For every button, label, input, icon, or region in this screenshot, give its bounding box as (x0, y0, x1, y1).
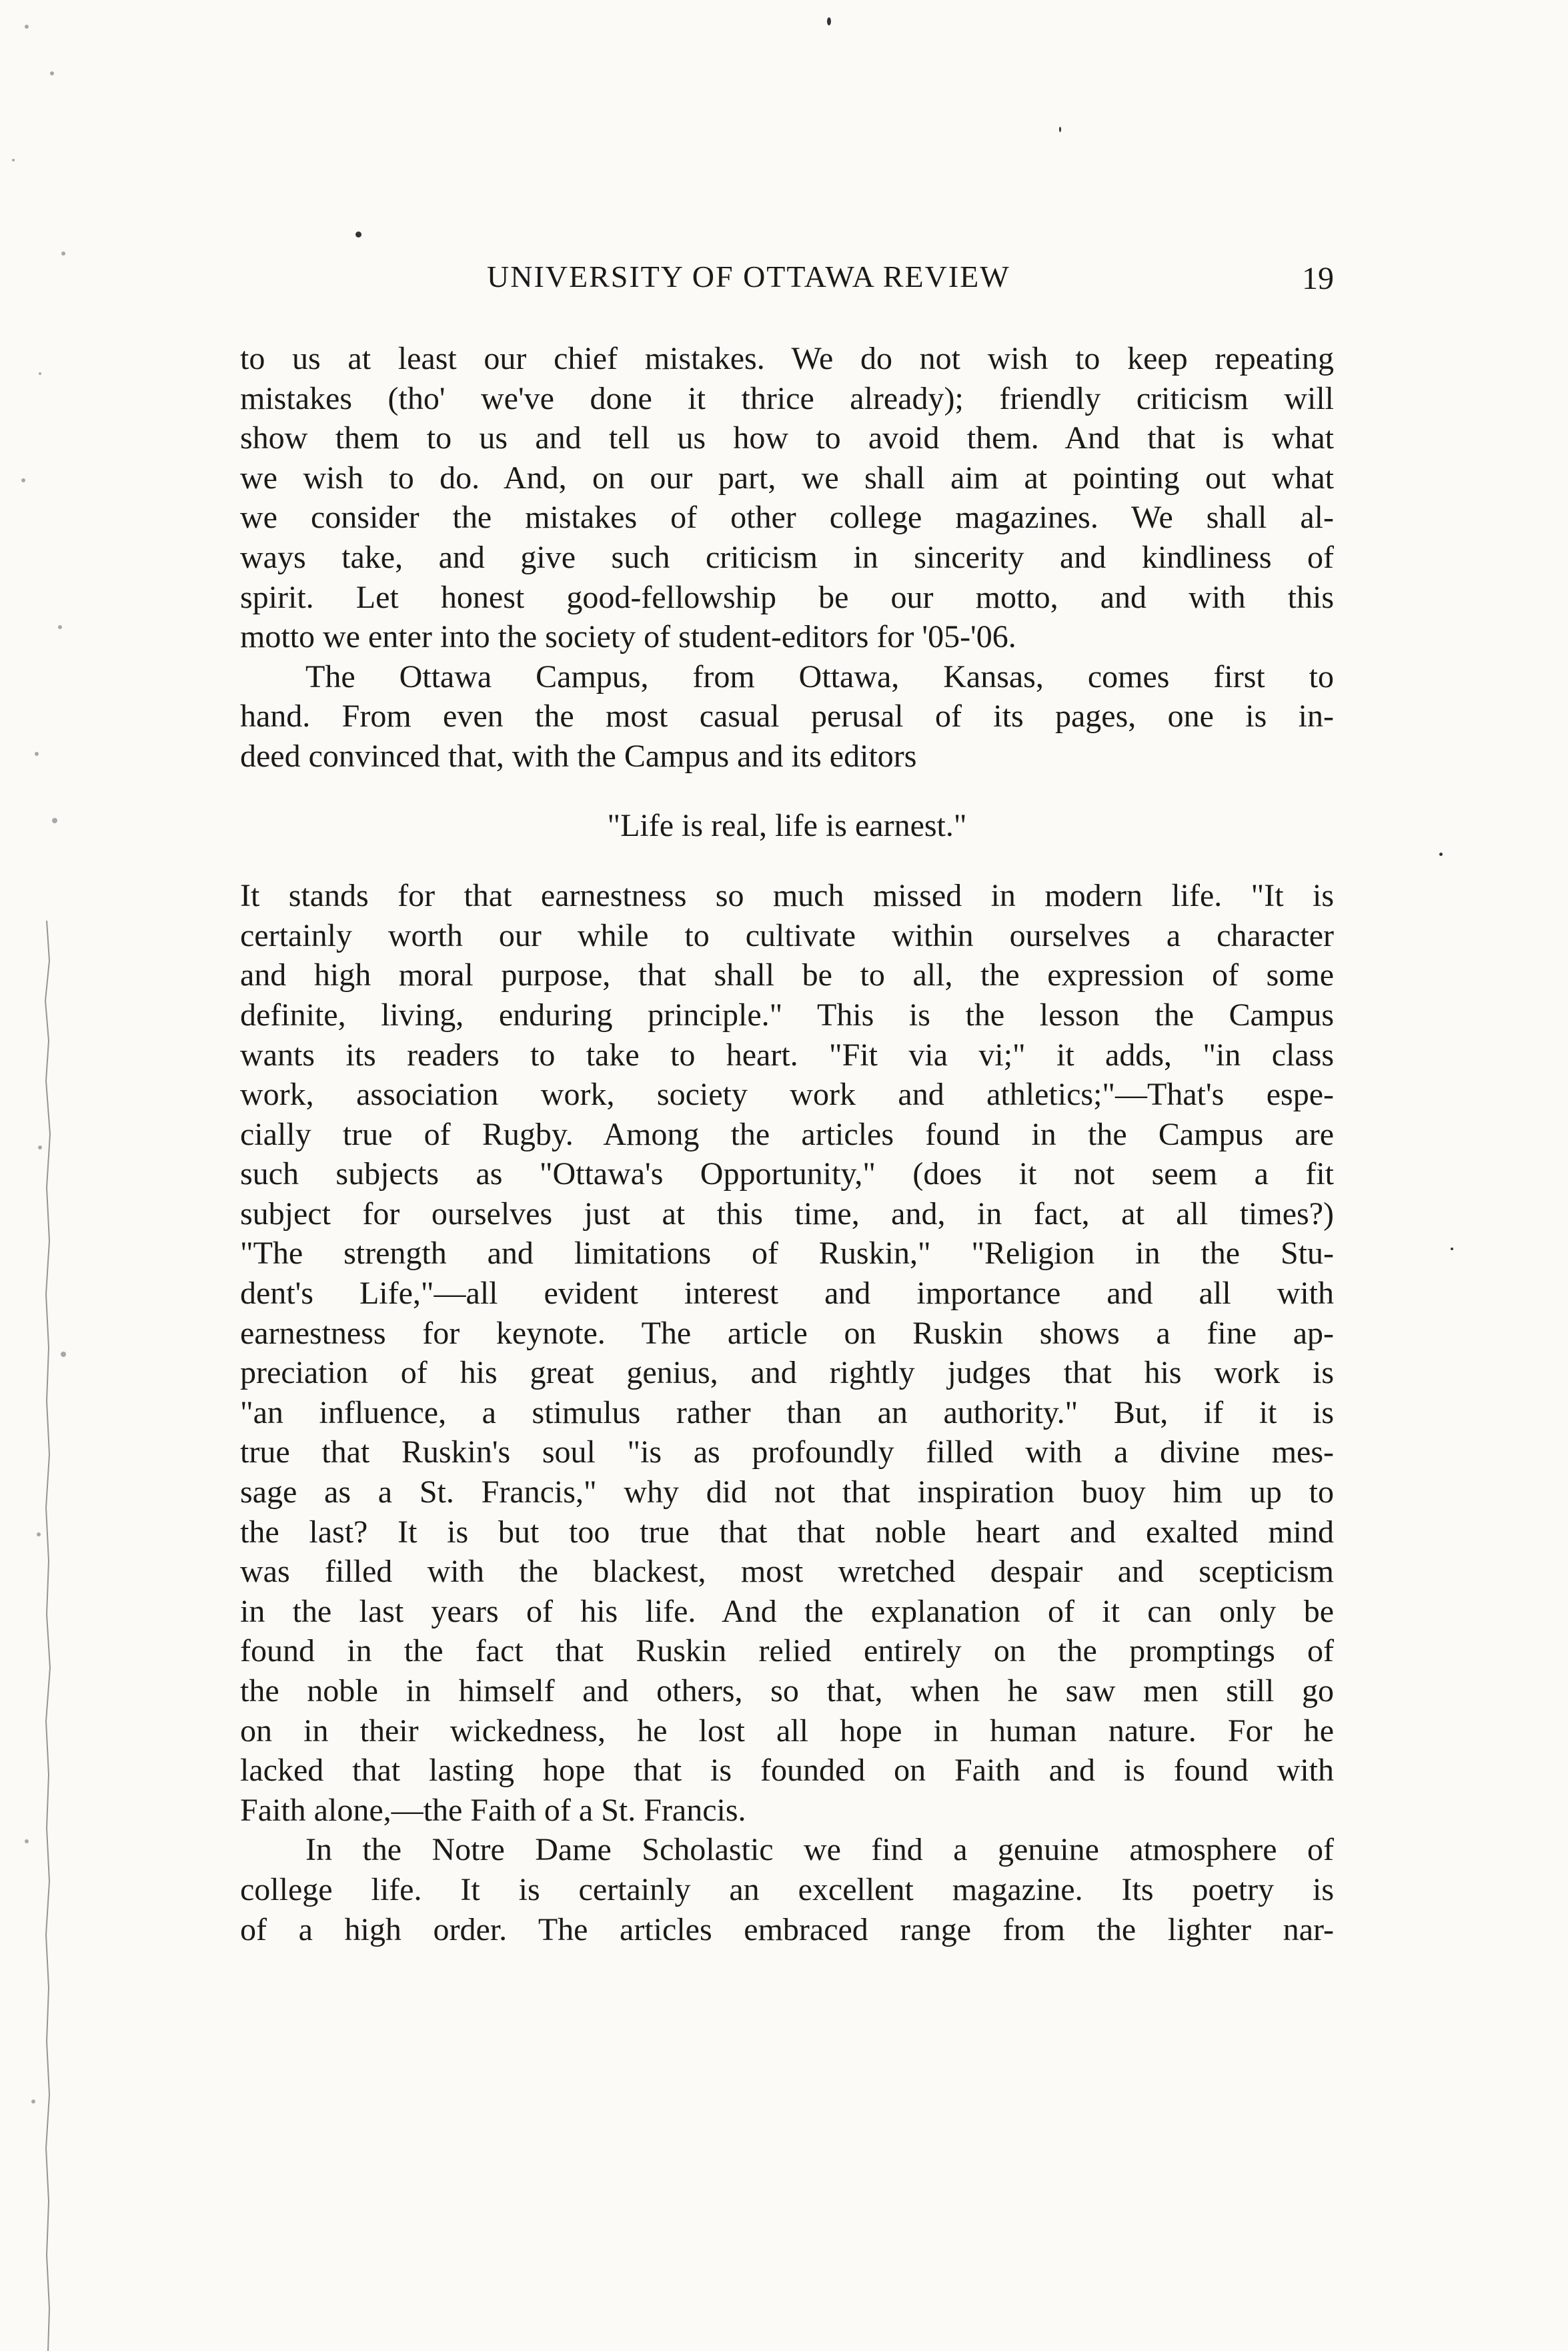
quotation: "Life is real, life is earnest." (607, 807, 967, 843)
text-line: in the last years of his life. And the explanation of it can only be (240, 1593, 1334, 1629)
text-line: true that Ruskin's soul "is as profoundly filled with a divine mes- (240, 1434, 1334, 1470)
speck (355, 231, 361, 238)
text-line: definite, living, enduring principle." This is the lesson the Campus (240, 997, 1334, 1033)
speck (1059, 127, 1061, 132)
text-line: deed convinced that, with the Campus and its editors (240, 738, 917, 774)
text-line: certainly worth our while to cultivate within ourselves a character (240, 917, 1334, 953)
text-line: sage as a St. Francis," why did not that inspiration buoy him up to (240, 1474, 1334, 1510)
text-line: motto we enter into the society of student-editors for '05-'06. (240, 619, 1016, 655)
text-line: dent's Life,"—all evident interest and importance and all with (240, 1276, 1334, 1312)
text-line: wants its readers to take to heart. "Fit via vi;" it adds, "in class (240, 1037, 1334, 1073)
text-line: mistakes (tho' we've done it thrice already); friendly criticism will (240, 380, 1334, 416)
text-line: such subjects as "Ottawa's Opportunity," (does it not seem a fit (240, 1156, 1334, 1192)
text-line: we wish to do. And, on our part, we shall aim at pointing out what (240, 460, 1334, 496)
text-line: In the Notre Dame Scholastic we find a genuine atmosphere of (305, 1832, 1334, 1868)
text-line: the last? It is but too true that that noble heart and exalted mind (240, 1514, 1334, 1550)
text-line: we consider the mistakes of other college magazines. We shall al- (240, 500, 1334, 536)
speck (1451, 1248, 1453, 1250)
text-line: earnestness for keynote. The article on Ruskin shows a fine ap- (240, 1315, 1334, 1351)
text-line: to us at least our chief mistakes. We do not wish to keep repeating (240, 341, 1334, 376)
text-line: ways take, and give such criticism in sincerity and kindliness of (240, 539, 1334, 575)
text-line: cially true of Rugby. Among the articles found in the Campus are (240, 1116, 1334, 1152)
text-line: hand. From even the most casual perusal of its pages, one is in- (240, 698, 1334, 735)
page-number: 19 (1302, 261, 1334, 296)
text-line: show them to us and tell us how to avoid them. And that is what (240, 420, 1334, 456)
text-line: of a high order. The articles embraced range from the lighter nar- (240, 1911, 1334, 1947)
text-line: The Ottawa Campus, from Ottawa, Kansas, comes first to (305, 658, 1334, 694)
binding-edge-marks (0, 0, 100, 2351)
text-line: spirit. Let honest good-fellowship be our motto, and with this (240, 579, 1334, 615)
text-line: found in the fact that Ruskin relied entirely on the promptings of (240, 1633, 1334, 1669)
text-line: and high moral purpose, that shall be to all, the expression of some (240, 957, 1334, 993)
text-line: on in their wickedness, he lost all hope in human nature. For he (240, 1713, 1334, 1749)
text-line: college life. It is certainly an excellent magazine. Its poetry is (240, 1871, 1334, 1907)
text-line: preciation of his great genius, and rightly judges that his work is (240, 1355, 1334, 1391)
text-line: was filled with the blackest, most wretched despair and scepticism (240, 1554, 1334, 1590)
body-text (240, 339, 1334, 1949)
speck (1439, 853, 1443, 856)
text-line: work, association work, society work and athletics;"—That's espe- (240, 1077, 1334, 1113)
speck (827, 17, 831, 25)
text-line: lacked that lasting hope that is founded on Faith and is found with (240, 1753, 1334, 1789)
text-line: the noble in himself and others, so that, when he saw men still go (240, 1673, 1334, 1709)
text-line: Faith alone,—the Faith of a St. Francis. (240, 1792, 746, 1828)
text-line: subject for ourselves just at this time, and, in fact, at all times?) (240, 1196, 1334, 1232)
text-line: "an influence, a stimulus rather than an authority." But, if it is (240, 1394, 1334, 1430)
text-line: It stands for that earnestness so much missed in modern life. "It is (240, 878, 1334, 914)
page-header (240, 259, 1334, 306)
text-line: "The strength and limitations of Ruskin," "Religion in the Stu- (240, 1236, 1334, 1272)
running-head: UNIVERSITY OF OTTAWA REVIEW (487, 260, 1010, 294)
